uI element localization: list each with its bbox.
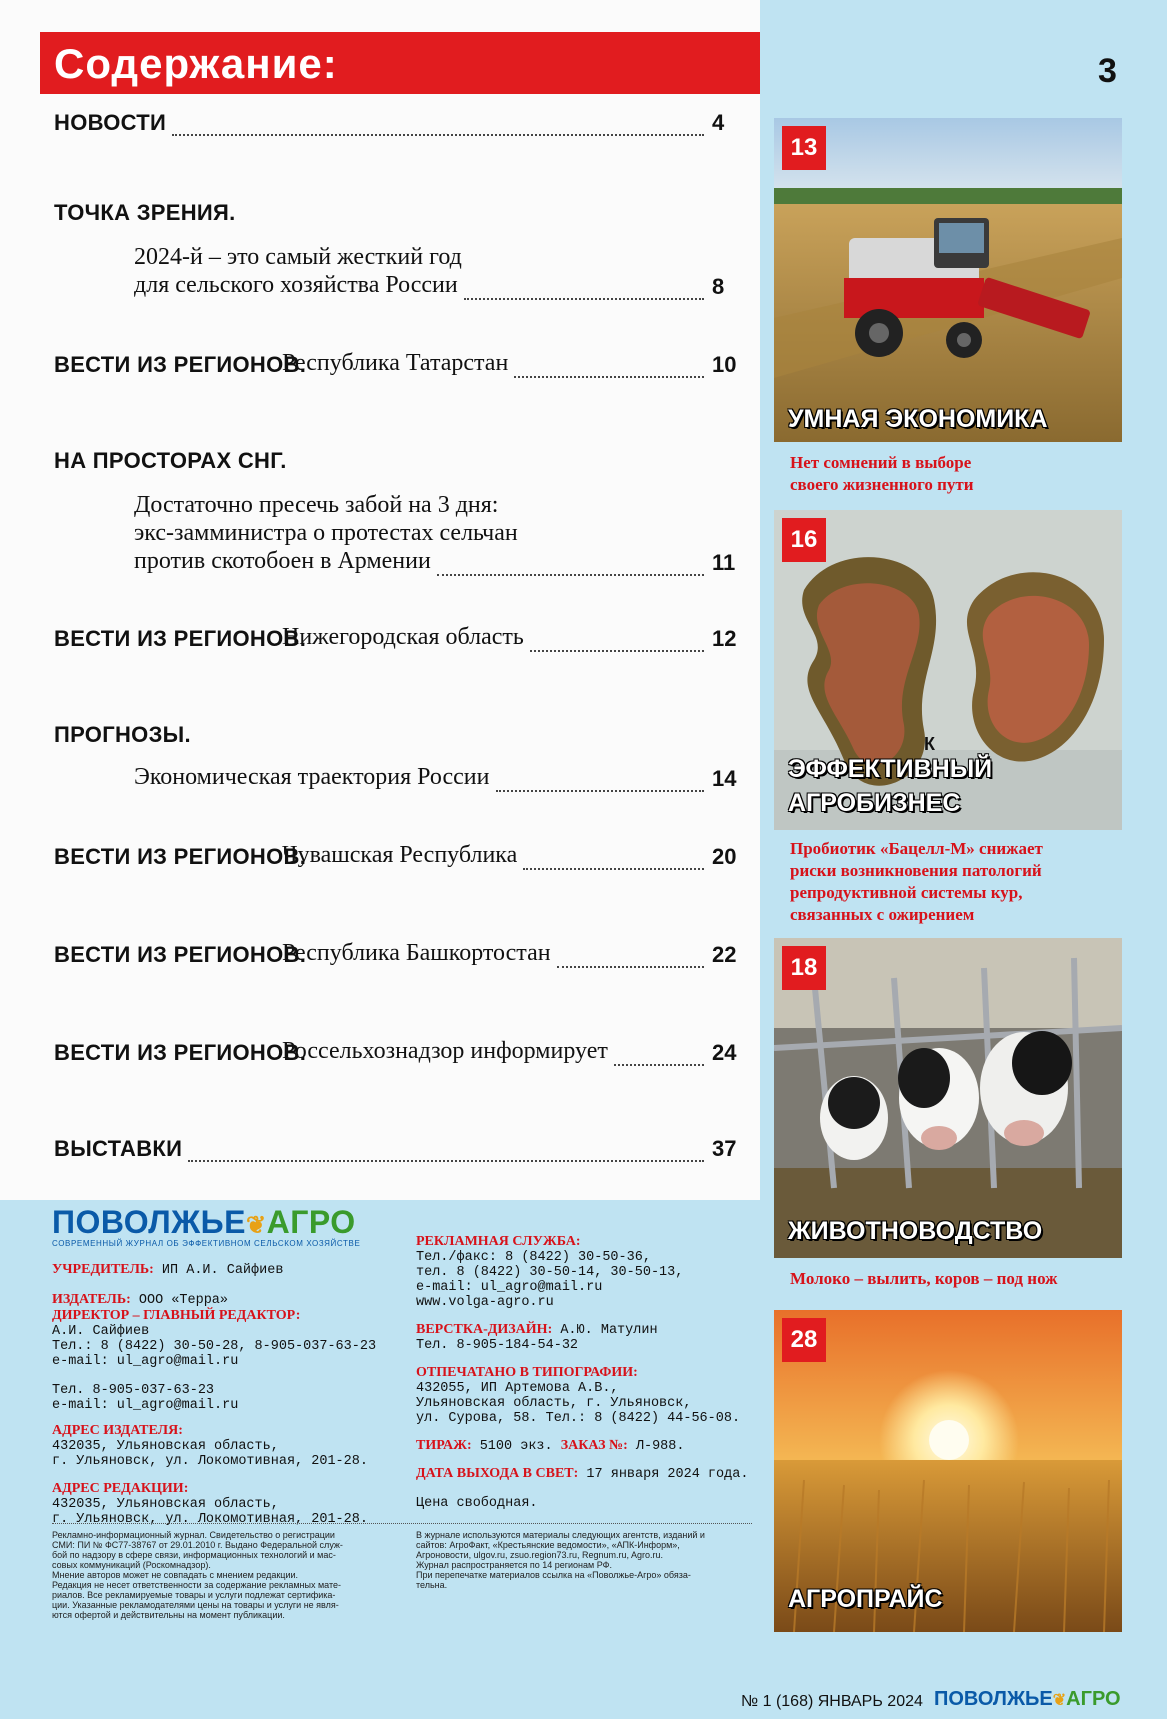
cows-image [774,938,1122,1258]
toc-article-title[interactable]: против скотобоен в Армении [134,548,431,574]
fine-print-line: бой по надзору в сфере связи, информационных технологий и мас- [52,1550,336,1560]
toc-page-number[interactable]: 4 [712,110,725,135]
imprint-line: Цена свободная. [416,1496,538,1511]
fine-print-line: сайтов: АгроФакт, «Крестьянские ведомости», «АПК-Информ», [416,1540,680,1550]
toc-section-heading: ВЕСТИ ИЗ РЕГИОНОВ. [54,844,307,869]
fine-print-line: Мнение авторов может не совпадать с мнением редакции. [52,1570,299,1580]
magazine-logo: ПОВОЛЖЬЕ❦АГРО СОВРЕМЕННЫЙ ЖУРНАЛ ОБ ЭФФЕКТИВНОМ СЕЛЬСКОМ ХОЗЯЙСТВЕ [52,1204,361,1248]
card-agroprice[interactable] [774,1310,1122,1632]
toc-article-title[interactable]: Экономическая траектория России [134,764,490,790]
toc-page-number[interactable]: 37 [712,1136,737,1161]
toc-dot-leader [514,376,704,378]
fine-print-line: Агроновости, ulgov.ru, zsuo.region73.ru, Regnum.ru, Agro.ru. [416,1550,664,1560]
imprint-line: ИЗДАТЕЛЬ: ООО «Терра» [52,1292,228,1308]
fine-print-line: Журнал распространяется по 14 регионам РФ. [416,1560,612,1570]
toc-page-number[interactable]: 10 [712,352,737,377]
toc-section-heading: ПРОГНОЗЫ. [54,722,191,747]
toc-article-title[interactable]: Республика Башкортостан [282,940,551,966]
toc-dot-leader [557,966,704,968]
contents-title: Содержание: [54,40,338,87]
toc-section-heading: ВЕСТИ ИЗ РЕГИОНОВ. [54,626,307,651]
toc-dot-leader [523,868,704,870]
imprint-line: АДРЕС ИЗДАТЕЛЯ: [52,1423,183,1438]
fine-print-line: риалов. Все рекламируемые товары и услуги подлежат сертифика- [52,1590,336,1600]
toc-section-heading: НОВОСТИ [54,110,167,135]
fine-print-line: СМИ: ПИ № ФС77-38767 от 29.01.2010 г. Выдано Федеральной служ- [52,1540,343,1550]
svg-text:К: К [924,734,935,754]
toc-dot-leader [464,298,704,300]
imprint-line: 432035, Ульяновская область, [52,1439,279,1454]
imprint-line: ДИРЕКТОР – ГЛАВНЫЙ РЕДАКТОР: [52,1308,301,1323]
imprint-line: www.volga-agro.ru [416,1295,554,1310]
card-page-number: 28 [782,1318,826,1362]
toc-dot-leader [614,1064,704,1066]
toc-page-number[interactable]: 14 [712,766,737,791]
imprint-line: e-mail: ul_agro@mail.ru [52,1398,239,1413]
card-effective-agrobusiness[interactable] [774,510,1122,830]
toc-dot-leader [496,790,705,792]
issue-info: № 1 (168) ЯНВАРЬ 2024 [741,1693,923,1710]
imprint-line: Ульяновская область, г. Ульяновск, [416,1396,692,1411]
card-page-number: 18 [782,946,826,990]
toc-article-title[interactable]: Нижегородская область [282,624,524,650]
toc-page-number[interactable]: 20 [712,844,737,869]
imprint-line: ДАТА ВЫХОДА В СВЕТ: 17 января 2024 года. [416,1466,749,1482]
imprint-line: 432035, Ульяновская область, [52,1497,279,1512]
toc-page-number[interactable]: 8 [712,274,725,299]
toc-section-heading: НА ПРОСТОРАХ СНГ. [54,448,287,473]
imprint-right-column [416,1234,748,1511]
leaf-icon: ❦ [246,1212,267,1239]
fine-print-line: Редакция не несет ответственности за содержание рекламных мате- [52,1580,341,1590]
legal-notice [52,1530,407,1620]
card-smart-economy[interactable] [774,118,1122,442]
footer-logo: ПОВОЛЖЬЕ❦АГРО [934,1688,1121,1710]
imprint-line: УЧРЕДИТЕЛЬ: ИП А.И. Сайфиев [52,1262,284,1278]
toc-section-heading: ВЕСТИ ИЗ РЕГИОНОВ. [54,942,307,967]
imprint-line: ОТПЕЧАТАНО В ТИПОГРАФИИ: [416,1365,638,1380]
toc-article-title[interactable]: экс-замминистра о протестах сельчан [134,520,518,546]
fine-print-line: тельна. [416,1580,448,1590]
toc-article-title[interactable]: для сельского хозяйства России [134,272,458,298]
card-section-label: АГРОПРАЙС [788,1585,943,1613]
card-caption: Нет сомнений в выборе своего жизненного пути [790,453,974,494]
leaf-icon: ❦ [1052,1692,1067,1709]
contents-area [0,0,760,1200]
card-caption: Молоко – вылить, коров – под нож [790,1269,1058,1288]
toc-article-title[interactable]: Достаточно пресечь забой на 3 дня: [134,492,499,518]
fine-print-line: совых коммуникаций (Роскомнадзор). [52,1560,211,1570]
fine-print-line: ции. Указанные рекламодателями цены на товары и услуги не явля- [52,1600,339,1610]
contents-title-bar [40,32,760,94]
imprint-line: e-mail: ul_agro@mail.ru [52,1354,239,1369]
imprint-line: Тел. 8-905-184-54-32 [416,1338,579,1353]
imprint-line: А.И. Сайфиев [52,1324,150,1339]
toc-article-title[interactable]: Республика Татарстан [282,350,509,376]
fine-print-line: ются офертой и действительны на момент публикации. [52,1610,285,1620]
fine-print-line: Рекламно-информационный журнал. Свидетельство о регистрации [52,1530,335,1540]
divider [52,1523,752,1524]
card-caption: Пробиотик «Бацелл-М» снижает риски возникновения патологий репродуктивной системы кур, связанных с ожирением [790,839,1043,924]
toc-section-heading: ТОЧКА ЗРЕНИЯ. [54,200,236,225]
imprint-line: АДРЕС РЕДАКЦИИ: [52,1481,189,1496]
toc-article-title[interactable]: Чувашская Республика [282,842,518,868]
imprint-line: ул. Сурова, 58. Тел.: 8 (8422) 44-56-08. [416,1411,741,1426]
toc-article-title[interactable]: 2024-й – это самый жесткий год [134,244,462,270]
toc-article-title[interactable]: Россельхознадзор информирует [282,1038,608,1064]
combine-harvester-image [774,118,1122,442]
imprint-left-column [52,1262,376,1527]
card-page-number: 13 [782,126,826,170]
toc-section-heading: ВЕСТИ ИЗ РЕГИОНОВ. [54,1040,307,1065]
imprint-line: Тел. 8-905-037-63-23 [52,1383,215,1398]
card-section-label: ЭФФЕКТИВНЫЙ АГРОБИЗНЕС [788,755,993,817]
fine-print-line: В журнале используются материалы следующих агентств, изданий и [416,1530,705,1540]
imprint-line: РЕКЛАМНАЯ СЛУЖБА: [416,1234,581,1249]
sources-notice [416,1530,756,1590]
toc-section-heading: ВЫСТАВКИ [54,1136,183,1161]
card-page-number: 16 [782,518,826,562]
imprint-line: Тел./факс: 8 (8422) 30-50-36, [416,1250,651,1265]
imprint-line: 432055, ИП Артемова А.В., [416,1381,619,1396]
toc-dot-leader [437,574,704,576]
toc-page-number[interactable]: 22 [712,942,737,967]
card-livestock[interactable] [774,938,1122,1258]
page-number: 3 [1098,52,1117,90]
card-section-label: УМНАЯ ЭКОНОМИКА [788,405,1048,433]
imprint-line: тел. 8 (8422) 30-50-14, 30-50-13, [416,1265,684,1280]
toc-section-heading: ВЕСТИ ИЗ РЕГИОНОВ. [54,352,307,377]
logo-tagline: СОВРЕМЕННЫЙ ЖУРНАЛ ОБ ЭФФЕКТИВНОМ СЕЛЬСКОМ ХОЗЯЙСТВЕ [52,1239,361,1248]
imprint-line: ТИРАЖ: 5100 экз. ЗАКАЗ №: Л-988. [416,1438,685,1454]
card-section-label: ЖИВОТНОВОДСТВО [788,1217,1043,1245]
imprint-line: ВЕРСТКА-ДИЗАЙН: А.Ю. Матулин [416,1322,658,1338]
toc-page-number[interactable]: 11 [712,550,736,575]
toc-dot-leader [172,134,704,136]
fine-print-line: При перепечатке материалов ссылка на «Поволжье-Агро» обяза- [416,1570,691,1580]
imprint-line: e-mail: ul_agro@mail.ru [416,1280,603,1295]
toc-page-number[interactable]: 12 [712,626,737,651]
toc-dot-leader [188,1160,704,1162]
toc-dot-leader [530,650,704,652]
imprint-line: Тел.: 8 (8422) 30-50-28, 8-905-037-63-23 [52,1339,377,1354]
toc-page-number[interactable]: 24 [712,1040,737,1065]
imprint-line: г. Ульяновск, ул. Локомотивная, 201-28. [52,1512,368,1527]
imprint-line: г. Ульяновск, ул. Локомотивная, 201-28. [52,1454,368,1469]
